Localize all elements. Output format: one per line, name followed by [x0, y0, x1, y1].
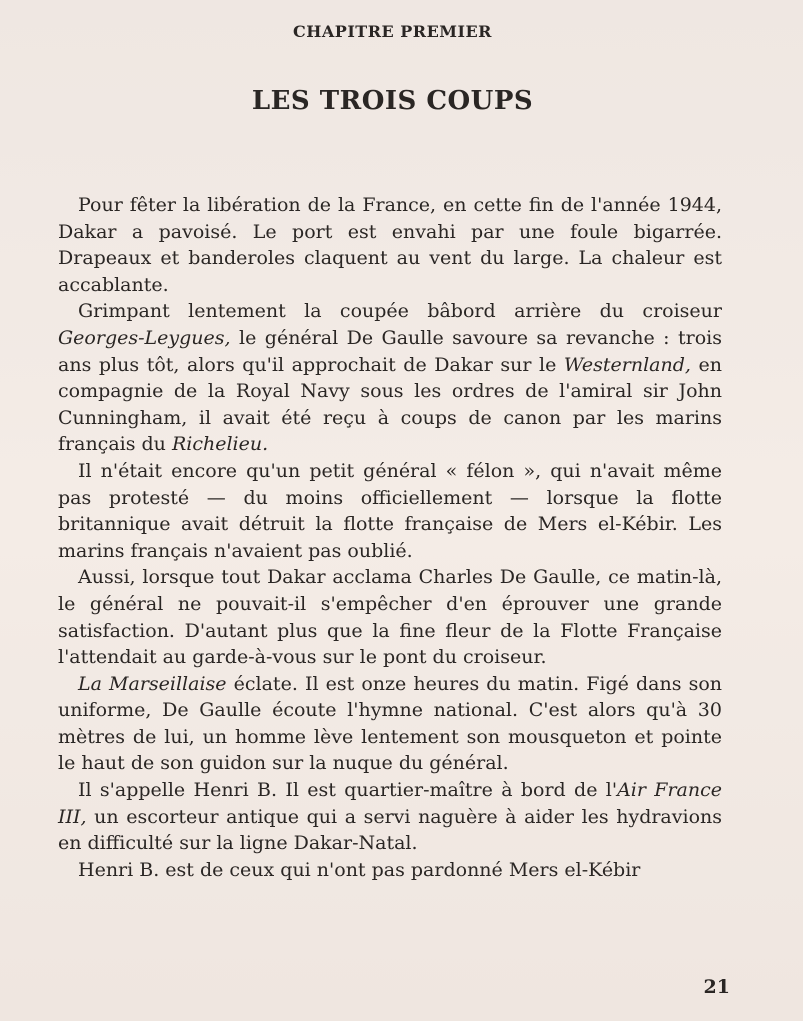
body-text [58, 192, 722, 883]
paragraph-3: Il n'était encore qu'un petit général « félon », qui n'avait même pas protesté — du moins officiellement — lorsque la flotte britannique avait détruit la flotte française de Mers el-Kébir. Les marins français n'avaient pas oublié. [58, 459, 722, 562]
paragraph-5 [58, 671, 722, 777]
paragraph-1: Pour fêter la libération de la France, en cette fin de l'année 1944, Dakar a pavoisé. Le port est envahi par une foule bigarrée. Drapeaux et banderoles claquent au vent du large. La chaleur est accablante. [58, 194, 722, 296]
chapter-title: LES TROIS COUPS [251, 86, 534, 116]
paragraph-2 [58, 298, 722, 458]
ship-name-georges-leygues: Georges-Leygues, [58, 326, 231, 349]
paragraph-2-text-a: Grimpant lentement la coupée bâbord arrière du croiseur [78, 300, 722, 323]
paragraph-6-text-b: un escorteur antique qui a servi naguère à aider les hydravions en difficulté sur la ligne Dakar-Natal. [58, 805, 722, 855]
chapter-heading: CHAPITRE PREMIER [293, 22, 492, 41]
anthem-title: La Marseillaise [78, 672, 227, 695]
paragraph-4: Aussi, lorsque tout Dakar acclama Charles De Gaulle, ce matin-là, le général ne pouvait-il s'empêcher d'en éprouver une grande satisfaction. D'autant plus que la fine fleur de la Flotte Française l'attendait au garde-à-vous sur le pont du croiseur. [58, 566, 722, 669]
paragraph-2-text-c: en compagnie de la Royal Navy sous les ordres de l'amiral sir John Cunningham, il avait été reçu à coups de canon par les marins français du [58, 353, 722, 456]
paragraph-6-text-a: Il s'appelle Henri B. Il est quartier-maître à bord de l' [78, 779, 618, 802]
paragraph-6 [58, 777, 722, 857]
paragraph-7: Henri B. est de ceux qui n'ont pas pardonné Mers el-Kébir [78, 858, 641, 881]
paragraph-5-text: éclate. Il est onze heures du matin. Figé dans son uniforme, De Gaulle écoute l'hymne national. C'est alors qu'à 30 mètres de lui, un homme lève lentement son mousqueton et pointe le haut de son guidon sur la nuque du général. [58, 672, 723, 775]
ship-name-air-france-iii: Air France III, [58, 779, 723, 828]
ship-name-westernland: Westernland, [563, 353, 691, 376]
ship-name-richelieu: Richelieu. [171, 433, 269, 456]
page-number: 21 [703, 976, 730, 998]
paragraph-2-text-b: le général De Gaulle savoure sa revanche : trois ans plus tôt, alors qu'il approchait de Dakar sur le [58, 326, 722, 376]
